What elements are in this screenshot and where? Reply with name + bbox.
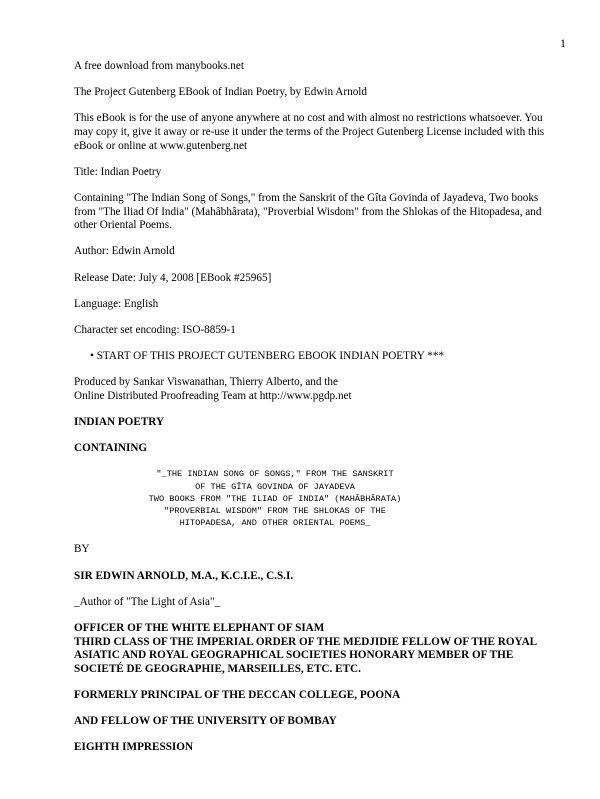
produced-by bbox=[74, 376, 554, 403]
page-content bbox=[74, 60, 554, 768]
free-download-line: A free download from manybooks.net bbox=[74, 60, 244, 72]
officer-block bbox=[74, 622, 554, 676]
contents-line: HITOPADESA, AND OTHER ORIENTAL POEMS_ bbox=[179, 518, 371, 529]
fellow-line: AND FELLOW OF THE UNIVERSITY OF BOMBAY bbox=[74, 715, 337, 728]
contents-line: "_THE INDIAN SONG OF SONGS," FROM THE SANSKRIT bbox=[156, 469, 394, 480]
heading-containing: CONTAINING bbox=[74, 442, 148, 455]
by-line: BY bbox=[74, 543, 90, 556]
officer-line-1: OFFICER OF THE WHITE ELEPHANT OF SIAM bbox=[74, 621, 325, 634]
contents-line: OF THE GÎTA GOVINDA OF JAYADEVA bbox=[195, 481, 355, 492]
contents-line: "PROVERBIAL WISDOM" FROM THE SHLOKAS OF THE bbox=[164, 506, 386, 517]
start-marker: • START OF THIS PROJECT GUTENBERG EBOOK INDIAN POETRY *** bbox=[90, 350, 445, 363]
title-field: Title: Indian Poetry bbox=[74, 165, 162, 178]
heading-indian-poetry: INDIAN POETRY bbox=[74, 416, 165, 429]
containing-description: Containing "The Indian Song of Songs," from the Sanskrit of the Gîta Govinda of Jayadeva, Two books from "The Iliad Of India" (Mahâbhârata), "Proverbial Wisdom" from the Shlokas of the Hitopadesa, and other Oriental Poems. bbox=[74, 191, 542, 232]
language-field: Language: English bbox=[74, 297, 159, 310]
encoding-field: Character set encoding: ISO-8859-1 bbox=[74, 323, 236, 336]
ebook-title-line: The Project Gutenberg EBook of Indian Poetry, by Edwin Arnold bbox=[74, 86, 367, 99]
license-paragraph: This eBook is for the use of anyone anywhere at no cost and with almost no restrictions whatsoever. You may copy it, give it away or re-use it under the terms of the Project Gutenberg License included with this eBook or online at www.gutenberg.net bbox=[74, 112, 545, 152]
formerly-line: FORMERLY PRINCIPAL OF THE DECCAN COLLEGE, POONA bbox=[74, 688, 401, 701]
impression-line: EIGHTH IMPRESSION bbox=[74, 741, 194, 754]
produced-by-line-2: Online Distributed Proofreading Team at http://www.pgdp.net bbox=[74, 389, 352, 402]
page-number: 1 bbox=[560, 36, 566, 50]
produced-by-line-1: Produced by Sankar Viswanathan, Thierry Alberto, and the bbox=[74, 376, 338, 389]
officer-line-2: THIRD CLASS OF THE IMPERIAL ORDER OF THE MEDJIDIE FELLOW OF THE ROYAL ASIATIC AND ROYAL GEOGRAPHICAL SOCIETIES HONORARY MEMBER OF THE SOCIETÉ DE GEOGRAPHIE, MARSEILLES, ETC. ETC. bbox=[74, 635, 537, 675]
author-of-line: _Author of "The Light of Asia"_ bbox=[74, 595, 221, 608]
author-full-name: SIR EDWIN ARNOLD, M.A., K.C.I.E., C.S.I. bbox=[74, 569, 294, 582]
release-date-field: Release Date: July 4, 2008 [EBook #25965] bbox=[74, 271, 272, 284]
contents-line: TWO BOOKS FROM "THE ILIAD OF INDIA" (MAHÂBHÂRATA) bbox=[148, 493, 402, 504]
contents-block bbox=[74, 468, 476, 529]
author-field: Author: Edwin Arnold bbox=[74, 245, 175, 258]
